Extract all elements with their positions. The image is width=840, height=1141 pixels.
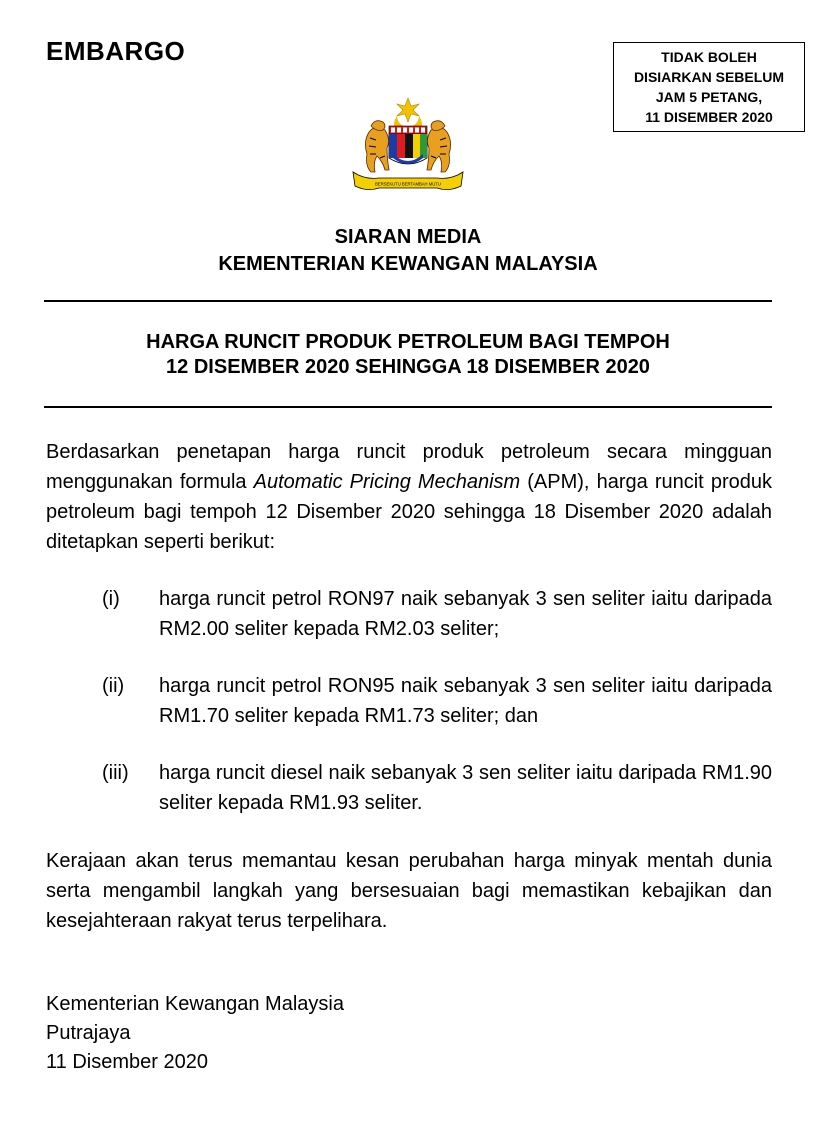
notice-line: JAM 5 PETANG, xyxy=(655,89,763,105)
intro-text-italic: Automatic Pricing Mechanism xyxy=(253,471,521,493)
release-title xyxy=(0,330,816,380)
malaysia-coat-of-arms-icon xyxy=(345,96,471,196)
media-release-header xyxy=(0,224,816,278)
left-tiger-shape xyxy=(365,121,389,172)
notice-line: 11 DISEMBER 2020 xyxy=(645,109,773,125)
list-item-text: harga runcit diesel naik sebanyak 3 sen seliter iaitu daripada RM1.90 seliter kepada RM1.93 seliter. xyxy=(159,762,772,814)
bottom-divider xyxy=(44,406,772,408)
embargo-label: EMBARGO xyxy=(46,36,186,66)
notice-line: DISIARKAN SEBELUM xyxy=(633,69,785,85)
title-line2: 12 DISEMBER 2020 SEHINGGA 18 DISEMBER 2020 xyxy=(166,356,650,378)
list-item xyxy=(102,671,772,731)
notice-line: TIDAK BOLEH xyxy=(661,49,757,65)
closing-paragraph: Kerajaan akan terus memantau kesan perubahan harga minyak mentah dunia serta mengambil langkah yang bersesuaian bagi memastikan kebajikan dan kesejahteraan rakyat terus terpelihara. xyxy=(46,850,772,932)
list-item-number: (i) xyxy=(102,588,120,610)
list-item xyxy=(102,758,772,818)
star-shape xyxy=(397,98,419,122)
list-item-number: (iii) xyxy=(102,762,129,784)
right-tiger-shape xyxy=(427,121,451,172)
signature-date: 11 Disember 2020 xyxy=(46,1051,208,1073)
intro-text-after: (APM), harga runcit produk petroleum bagi tempoh 12 Disember 2020 sehingga 18 Disember 2020 adalah ditetapkan seperti berikut: xyxy=(46,471,772,553)
list-item-number: (ii) xyxy=(102,675,125,697)
header-line2: KEMENTERIAN KEWANGAN MALAYSIA xyxy=(218,253,598,275)
top-divider xyxy=(44,300,772,302)
signature-org: Kementerian Kewangan Malaysia xyxy=(46,993,344,1015)
signature-block xyxy=(46,990,344,1077)
list-item-text: harga runcit petrol RON95 naik sebanyak 3 sen seliter iaitu daripada RM1.70 seliter kepada RM1.73 seliter; dan xyxy=(159,675,772,727)
signature-place: Putrajaya xyxy=(46,1022,131,1044)
header-line1: SIARAN MEDIA xyxy=(334,226,482,248)
motto-ribbon-text: BERSEKUTU BERTAMBAH MUTU xyxy=(375,181,441,187)
list-item xyxy=(102,584,772,644)
intro-text-before: Berdasarkan penetapan harga runcit produk petroleum secara mingguan menggunakan formula xyxy=(46,441,772,493)
coat-of-arms-graphic xyxy=(345,96,471,196)
intro-paragraph xyxy=(46,437,772,557)
title-line1: HARGA RUNCIT PRODUK PETROLEUM BAGI TEMPOH xyxy=(146,331,670,353)
embargo-notice-box xyxy=(613,42,805,132)
list-item-text: harga runcit petrol RON97 naik sebanyak 3 sen seliter iaitu daripada RM2.00 seliter kepada RM2.03 seliter; xyxy=(159,588,772,640)
